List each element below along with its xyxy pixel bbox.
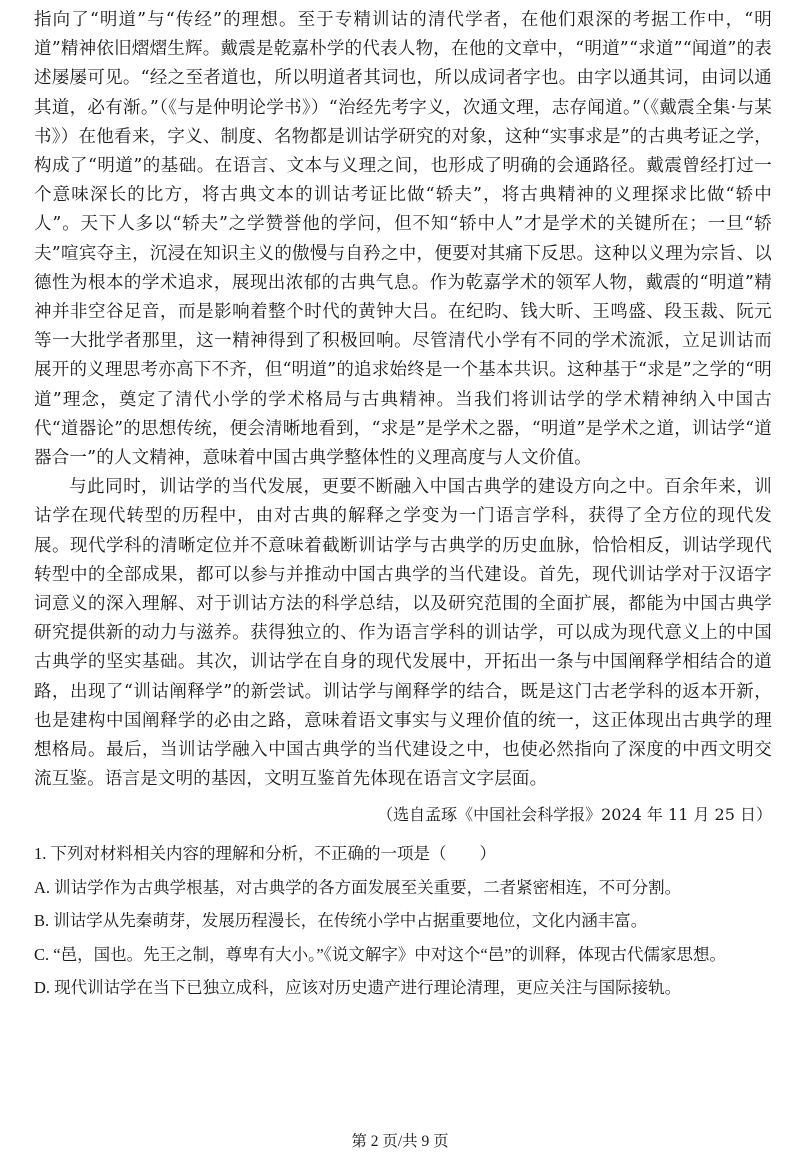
option-a: A. 训诂学作为古典学根基，对古典学的各方面发展至关重要，二者紧密相连，不可分割。 bbox=[34, 877, 682, 897]
option-b: B. 训诂学从先秦萌芽，发展历程漫长，在传统小学中占据重要地位，文化内涵丰富。 bbox=[34, 911, 648, 931]
option-c: C. “邑，国也。先王之制，尊卑有大小。”《说文解字》中对这个“邑”的训释，体现古代儒家思想。 bbox=[34, 944, 727, 964]
page-number: 第 2 页/共 9 页 bbox=[351, 1133, 449, 1150]
document-page bbox=[34, 6, 772, 1005]
question-stem: 1. 下列对材料相关内容的理解和分析，不正确的一项是（ ） bbox=[34, 844, 496, 864]
article-source: （选自孟琢《中国社会科学报》2024 年 11 月 25 日） bbox=[377, 805, 772, 825]
option-d: D. 现代训诂学在当下已独立成科，应该对历史遗产进行理论清理，更应关注与国际接轨。 bbox=[34, 978, 682, 998]
article-paragraph-2: 与此同时，训诂学的当代发展，更要不断融入中国古典学的建设方向之中。百余年来，训诂学在现代转型的历程中，由对古典的解释之学变为一门语言学科，获得了全方位的现代发展。现代学科的清晰定位并不意味着截断训诂学与古典学的历史血脉，恰恰相反，训诂学现代转型中的全部成果，都可以参与并推动中国古典学的当代建设。首先，现代训诂学对于汉语字词意义的深入理解、对于训诂方法的科学总结，以及研究范围的全面扩展，都能为中国古典学研究提供新的动力与滋养。获得独立的、作为语言学科的训诂学，可以成为现代意义上的中国古典学的坚实基础。其次，训诂学在自身的现代发展中，开拓出一条与中国阐释学相结合的道路，出现了“训诂阐释学”的新尝试。训诂学与阐释学的结合，既是这门古老学科的返本开新，也是建构中国阐释学的必由之路，意味着语文事实与义理价值的统一，这正体现出古典学的理想格局。最后，当训诂学融入中国古典学的当代建设之中，也使必然指向了深度的中西文明交流互鉴。语言是文明的基因，文明互鉴首先体现在语言文字层面。 bbox=[34, 477, 772, 790]
question-1 bbox=[34, 837, 772, 1005]
article-paragraph-1: 指向了“明道”与“传经”的理想。至于专精训诂的清代学者，在他们艰深的考据工作中，“明道”精神依旧熠熠生辉。戴震是乾嘉朴学的代表人物，在他的文章中，“明道”“求道”“闻道”的表述屡屡可见。“经之至者道也，所以明道者其词也，所以成词者字也。由字以通其词，由词以通其道，必有渐。”（《与是仲明论学书》）“治经先考字义，次通文理，志存闻道。”（《戴震全集·与某书》）在他看来，字义、制度、名物都是训诂学研究的对象，这种“实事求是”的古典考证之学，构成了“明道”的基础。在语言、文本与义理之间，也形成了明确的会通路径。戴震曾经打过一个意味深长的比方，将古典文本的训诂考证比做“轿夫”，将古典精神的义理探求比做“轿中人”。天下人多以“轿夫”之学赞誉他的学问，但不知“轿中人”才是学术的关键所在；一旦“轿夫”喧宾夺主，沉浸在知识主义的傲慢与自矜之中，便要对其痛下反思。这种以义理为宗旨、以德性为根本的学术追求，展现出浓郁的古典气息。作为乾嘉学术的领军人物，戴震的“明道”精神并非空谷足音，而是影响着整个时代的黄钟大吕。在纪昀、钱大昕、王鸣盛、段玉裁、阮元等一大批学者那里，这一精神得到了积极回响。尽管清代小学有不同的学术流派，立足训诂而展开的义理思考亦高下不齐，但“明道”的追求始终是一个基本共识。这种基于“求是”之学的“明道”理念，奠定了清代小学的学术格局与古典精神。当我们将训诂学的学术精神纳入中国古代“道器论”的思想传统，便会清晰地看到，“求是”是学术之器，“明道”是学术之道，训诂学“道器合一”的人文精神，意味着中国古典学整体性的义理高度与人文价值。 bbox=[34, 10, 772, 469]
